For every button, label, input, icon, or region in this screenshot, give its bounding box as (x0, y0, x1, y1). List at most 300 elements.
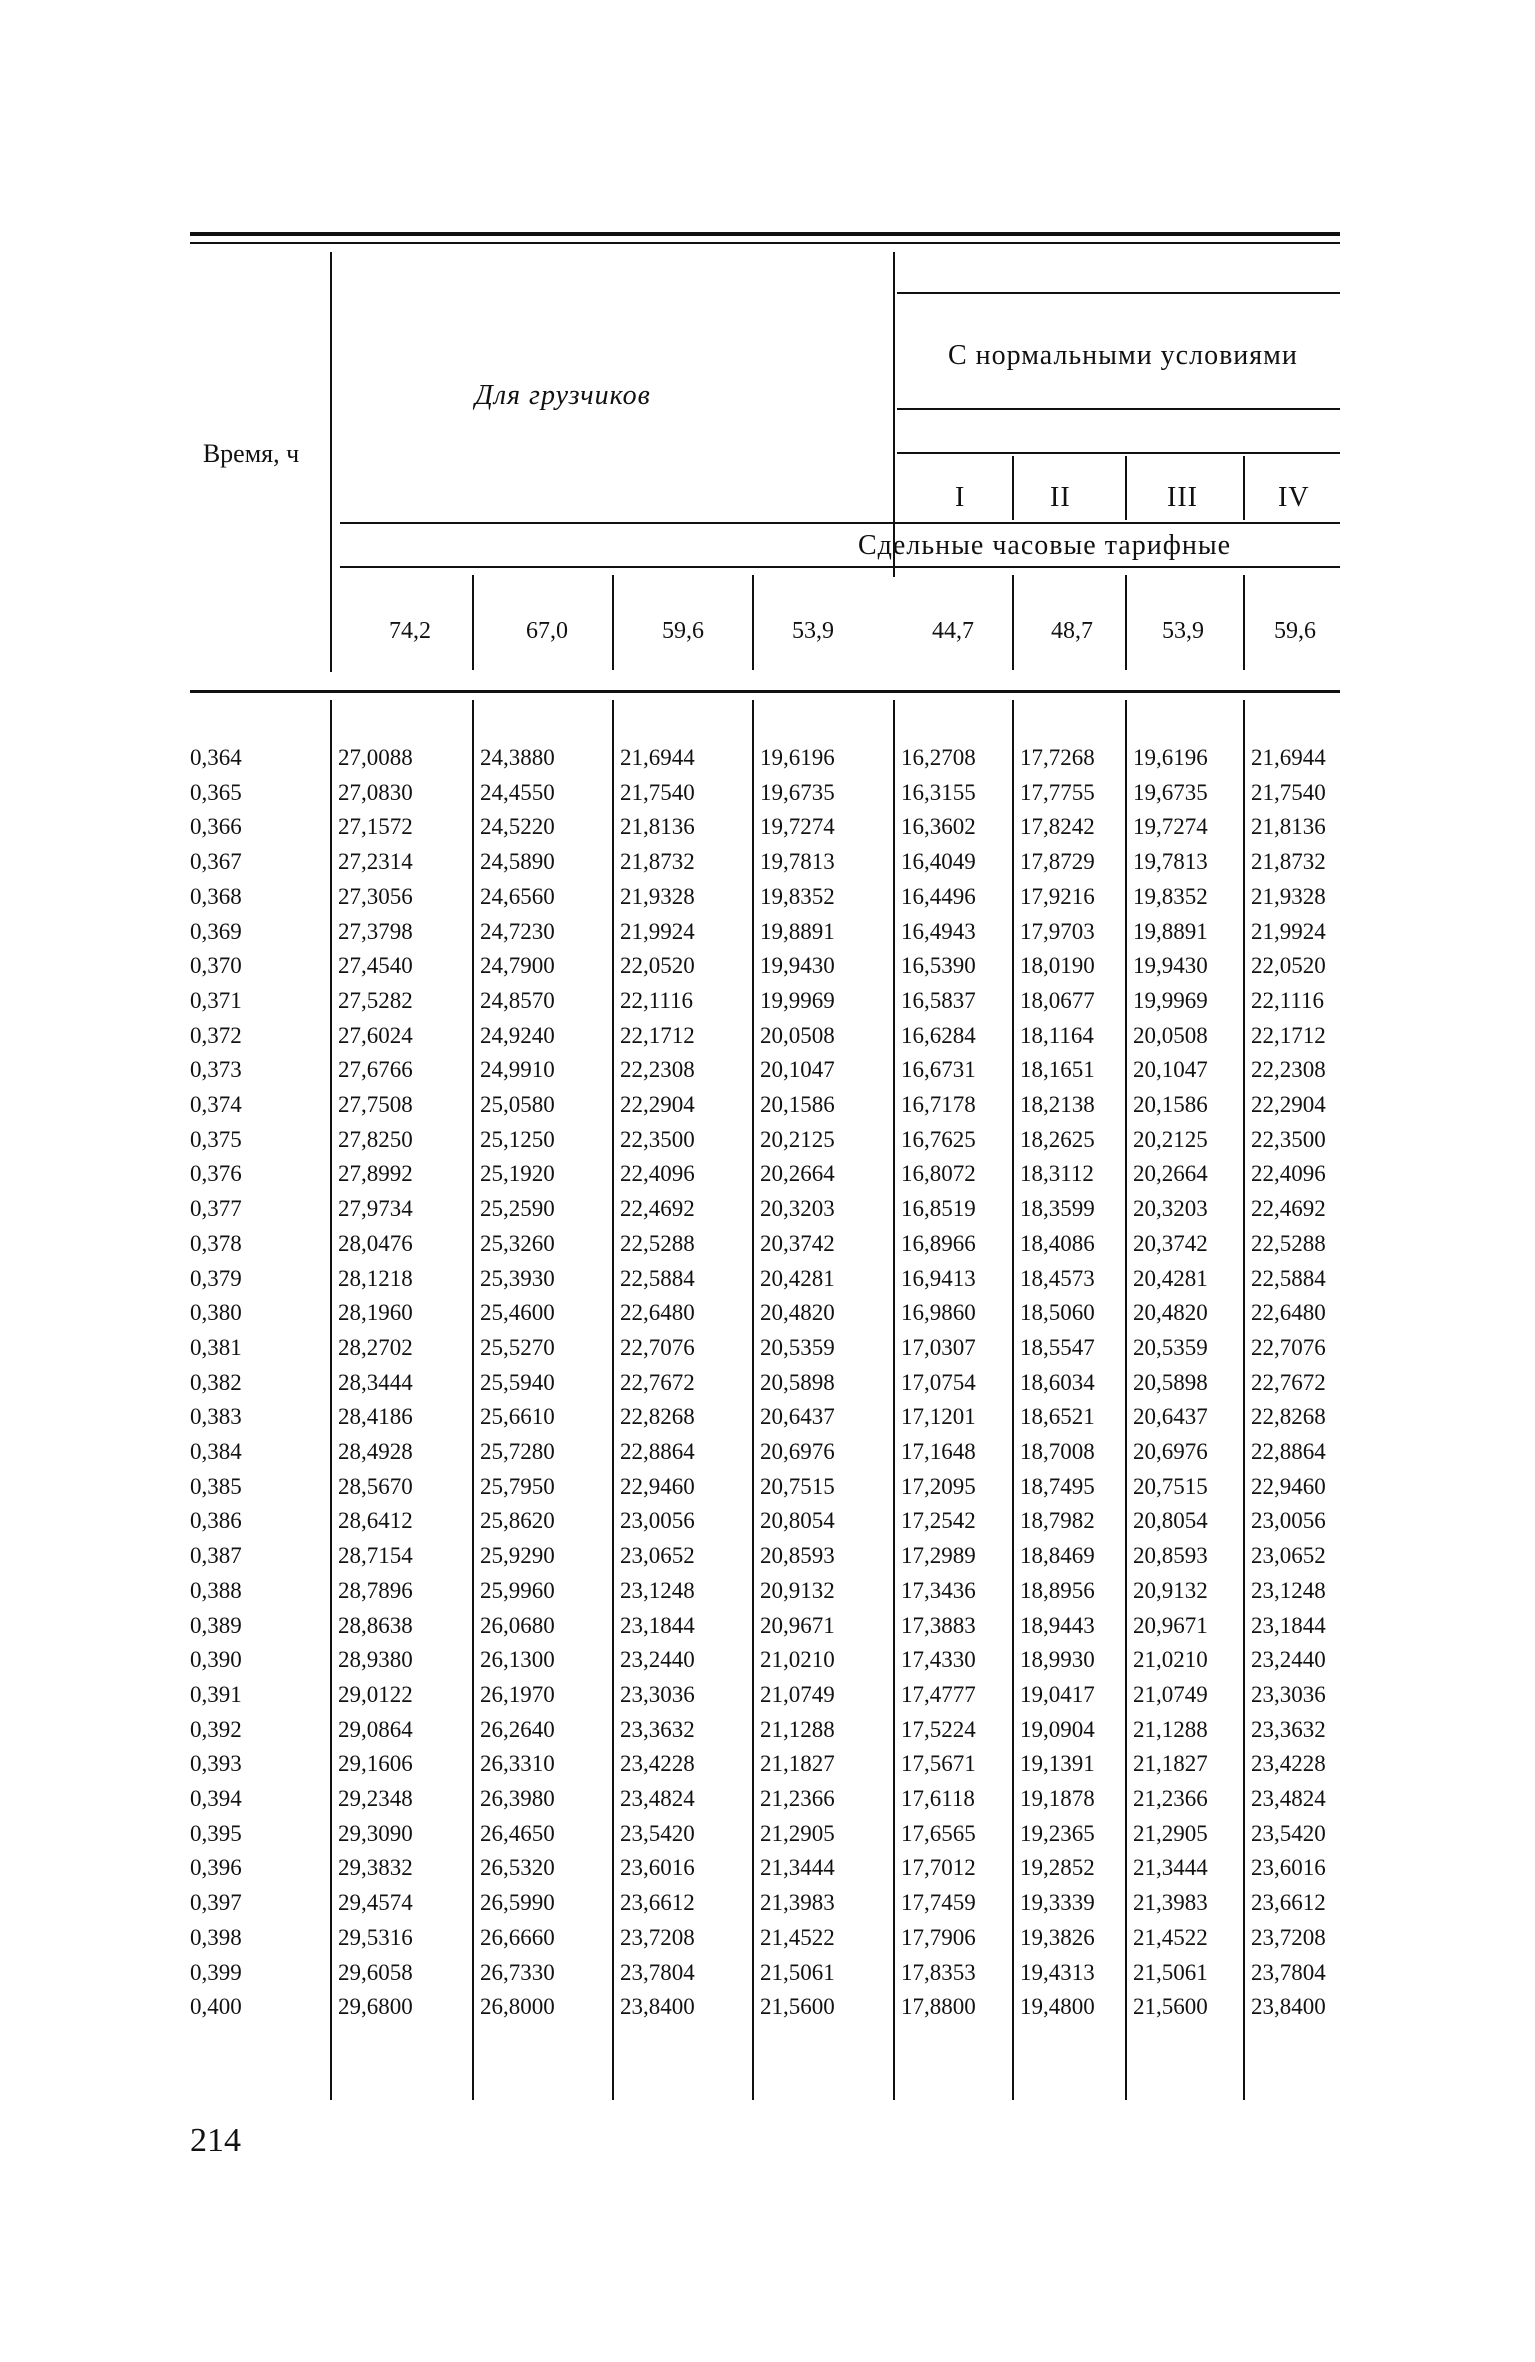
value-cell: 20,5898 (1133, 1369, 1208, 1395)
value-cell: 22,9460 (1251, 1473, 1326, 1499)
value-cell: 20,8054 (760, 1508, 835, 1534)
value-cell: 17,3883 (901, 1612, 976, 1638)
value-cell: 17,1201 (901, 1404, 976, 1430)
body-divider-8 (1243, 700, 1245, 2100)
value-cell: 24,7900 (480, 953, 555, 979)
time-column-label: Время, ч (202, 439, 300, 468)
value-cell: 17,8353 (901, 1959, 976, 1985)
value-cell: 20,3203 (760, 1196, 835, 1222)
body-divider-5 (893, 700, 895, 2100)
value-cell: 24,5220 (480, 814, 555, 840)
rate-divider-5 (1125, 575, 1127, 670)
value-cell: 18,2138 (1020, 1092, 1095, 1117)
time-cell: 0,379 (190, 1265, 242, 1291)
value-cell: 23,4824 (620, 1786, 695, 1811)
value-cell: 18,9443 (1020, 1612, 1095, 1638)
value-cell: 16,7625 (901, 1126, 976, 1152)
value-cell: 20,4820 (760, 1300, 835, 1326)
value-cell: 17,1648 (901, 1439, 976, 1464)
value-cell: 16,5390 (901, 953, 976, 979)
value-cell: 16,5837 (901, 987, 976, 1013)
value-cell: 20,3203 (1133, 1196, 1208, 1222)
value-cell: 21,1827 (1133, 1751, 1208, 1777)
value-cell: 20,2125 (1133, 1126, 1208, 1152)
value-cell: 23,6612 (620, 1890, 695, 1916)
value-cell: 22,6480 (1251, 1300, 1326, 1326)
page-number: 214 (190, 2122, 241, 2159)
value-cell: 18,0190 (1020, 953, 1095, 979)
value-cell: 21,9328 (1251, 883, 1326, 909)
value-cell: 18,5547 (1020, 1334, 1095, 1360)
time-cell: 0,376 (190, 1161, 242, 1187)
value-cell: 21,7540 (620, 779, 695, 805)
value-cell: 16,6731 (901, 1057, 976, 1083)
value-cell: 22,7672 (1251, 1369, 1326, 1395)
value-cell: 18,7982 (1020, 1508, 1095, 1534)
value-cell: 28,7896 (338, 1577, 413, 1603)
time-cell: 0,373 (190, 1057, 242, 1083)
rate-value-4: 53,9 (792, 618, 834, 644)
value-cell: 21,9328 (620, 883, 695, 909)
value-cell: 25,3260 (480, 1230, 555, 1256)
value-cell: 28,4186 (338, 1404, 413, 1430)
value-cell: 21,0210 (760, 1647, 835, 1673)
value-cell: 27,7508 (338, 1092, 413, 1117)
value-cell: 22,3500 (620, 1126, 695, 1152)
value-cell: 17,0307 (901, 1334, 976, 1360)
rate-value-2: 67,0 (526, 618, 568, 644)
time-cell: 0,391 (190, 1681, 242, 1707)
value-cell: 20,6437 (760, 1404, 835, 1430)
value-cell: 27,6766 (338, 1057, 413, 1083)
value-cell: 27,0088 (338, 745, 413, 770)
time-cell: 0,390 (190, 1647, 242, 1673)
value-cell: 21,3444 (760, 1855, 835, 1881)
rates-caption: Сдельные часовые тарифные (858, 530, 1232, 561)
value-cell: 22,7672 (620, 1369, 695, 1395)
value-cell: 23,3036 (620, 1681, 695, 1707)
value-cell: 23,1248 (1251, 1577, 1326, 1603)
value-cell: 17,6565 (901, 1820, 976, 1846)
value-cell: 22,4692 (620, 1196, 695, 1222)
value-cell: 25,4600 (480, 1300, 555, 1326)
value-cell: 26,1300 (480, 1647, 555, 1673)
value-cell: 23,7804 (1251, 1959, 1326, 1985)
value-cell: 25,3930 (480, 1265, 555, 1291)
value-cell: 21,9924 (620, 918, 695, 944)
value-cell: 19,6196 (1133, 745, 1208, 770)
value-cell: 22,7076 (620, 1334, 695, 1360)
value-cell: 18,7495 (1020, 1473, 1095, 1499)
value-cell: 23,7208 (1251, 1924, 1326, 1950)
value-cell: 17,7012 (901, 1855, 976, 1881)
value-cell: 22,1116 (620, 987, 694, 1013)
time-cell: 0,394 (190, 1786, 242, 1811)
value-cell: 21,2366 (760, 1786, 835, 1811)
value-cell: 27,8992 (338, 1161, 413, 1187)
value-cell: 19,2852 (1020, 1855, 1095, 1881)
value-cell: 16,4049 (901, 849, 976, 875)
value-cell: 19,8352 (1133, 883, 1208, 909)
value-cell: 20,4281 (1133, 1265, 1208, 1291)
time-cell: 0,372 (190, 1022, 242, 1048)
rate-value-7: 53,9 (1162, 618, 1204, 644)
value-cell: 20,8593 (1133, 1543, 1208, 1569)
value-cell: 21,4522 (760, 1924, 835, 1950)
rate-divider-2 (612, 575, 614, 670)
value-cell: 17,9216 (1020, 883, 1095, 909)
value-cell: 19,6735 (760, 779, 835, 805)
value-cell: 16,8072 (901, 1161, 976, 1187)
header-divider-loaders (893, 252, 895, 577)
time-cell: 0,375 (190, 1126, 242, 1152)
rate-value-1: 74,2 (389, 618, 431, 644)
value-cell: 21,8136 (620, 814, 695, 840)
value-cell: 23,0652 (1251, 1543, 1326, 1569)
value-cell: 27,3056 (338, 883, 413, 909)
value-cell: 27,6024 (338, 1022, 413, 1048)
value-cell: 27,5282 (338, 987, 413, 1013)
value-cell: 19,3826 (1020, 1924, 1095, 1950)
value-cell: 18,6034 (1020, 1369, 1095, 1395)
value-cell: 19,7274 (760, 814, 835, 840)
value-cell: 23,0056 (620, 1508, 695, 1534)
value-cell: 22,4096 (1251, 1161, 1326, 1187)
value-cell: 22,1712 (620, 1022, 695, 1048)
value-cell: 28,6412 (338, 1508, 413, 1534)
value-cell: 21,0210 (1133, 1647, 1208, 1673)
value-cell: 17,7459 (901, 1890, 976, 1916)
value-cell: 22,9460 (620, 1473, 695, 1499)
value-cell: 27,2314 (338, 849, 413, 875)
value-cell: 22,6480 (620, 1300, 695, 1326)
value-cell: 19,4800 (1020, 1994, 1095, 2020)
normal-top-rule (897, 292, 1340, 294)
value-cell: 28,9380 (338, 1647, 413, 1673)
value-cell: 29,3090 (338, 1820, 413, 1846)
value-cell: 21,8732 (620, 849, 695, 875)
category-label-2: II (1050, 482, 1071, 513)
value-cell: 21,5600 (1133, 1994, 1208, 2020)
time-cell: 0,396 (190, 1855, 242, 1881)
value-cell: 23,7804 (620, 1959, 695, 1985)
value-cell: 22,4692 (1251, 1196, 1326, 1222)
value-cell: 26,3980 (480, 1786, 555, 1811)
rate-value-6: 48,7 (1051, 618, 1093, 644)
value-cell: 22,1712 (1251, 1022, 1326, 1048)
value-cell: 17,5671 (901, 1751, 976, 1777)
rate-divider-3 (752, 575, 754, 670)
value-cell: 22,1116 (1251, 987, 1325, 1013)
value-cell: 17,9703 (1020, 918, 1095, 944)
value-cell: 23,4824 (1251, 1786, 1326, 1811)
value-cell: 16,8519 (901, 1196, 976, 1222)
time-cell: 0,392 (190, 1716, 242, 1742)
value-cell: 25,7950 (480, 1473, 555, 1499)
value-cell: 18,5060 (1020, 1300, 1095, 1326)
value-cell: 26,5320 (480, 1855, 555, 1881)
value-cell: 24,8570 (480, 987, 555, 1013)
value-cell: 27,9734 (338, 1196, 413, 1222)
value-cell: 18,0677 (1020, 987, 1095, 1013)
body-divider-4 (752, 700, 754, 2100)
value-cell: 20,9132 (760, 1577, 835, 1603)
value-cell: 29,3832 (338, 1855, 413, 1881)
value-cell: 17,8242 (1020, 814, 1095, 840)
header-bottom-rule (190, 690, 1340, 693)
value-cell: 23,0056 (1251, 1508, 1326, 1534)
value-cell: 23,3632 (1251, 1716, 1326, 1742)
value-cell: 23,8400 (620, 1994, 695, 2020)
value-cell: 20,8593 (760, 1543, 835, 1569)
value-cell: 20,8054 (1133, 1508, 1208, 1534)
category-divider-3 (1243, 456, 1245, 520)
value-cell: 29,1606 (338, 1751, 413, 1777)
value-cell: 24,9240 (480, 1022, 555, 1048)
value-cell: 19,6735 (1133, 779, 1208, 805)
value-cell: 18,1164 (1020, 1022, 1094, 1048)
value-cell: 23,8400 (1251, 1994, 1326, 2020)
value-cell: 20,4820 (1133, 1300, 1208, 1326)
value-cell: 22,8268 (1251, 1404, 1326, 1430)
value-cell: 17,4330 (901, 1647, 976, 1673)
value-cell: 17,4777 (901, 1681, 976, 1707)
value-cell: 25,9960 (480, 1577, 555, 1603)
value-cell: 18,3112 (1020, 1161, 1094, 1187)
value-cell: 28,7154 (338, 1543, 413, 1569)
value-cell: 22,8864 (1251, 1439, 1326, 1464)
value-cell: 23,5420 (620, 1820, 695, 1846)
value-cell: 26,6660 (480, 1924, 555, 1950)
value-cell: 25,5940 (480, 1369, 555, 1395)
value-cell: 25,7280 (480, 1439, 555, 1464)
rate-value-5: 44,7 (932, 618, 974, 644)
value-cell: 16,8966 (901, 1230, 976, 1256)
value-cell: 18,4086 (1020, 1230, 1095, 1256)
value-cell: 25,5270 (480, 1334, 555, 1360)
value-cell: 19,9430 (1133, 953, 1208, 979)
value-cell: 22,5884 (620, 1265, 695, 1291)
value-cell: 20,3742 (1133, 1230, 1208, 1256)
value-cell: 21,8136 (1251, 814, 1326, 840)
time-cell: 0,369 (190, 918, 242, 944)
value-cell: 21,5061 (1133, 1959, 1208, 1985)
normal-mid-rule (897, 408, 1340, 410)
rate-divider-4 (1012, 575, 1014, 670)
value-cell: 28,0476 (338, 1230, 413, 1256)
value-cell: 19,4313 (1020, 1959, 1095, 1985)
value-cell: 29,6058 (338, 1959, 413, 1985)
value-cell: 19,9430 (760, 953, 835, 979)
value-cell: 21,3983 (760, 1890, 835, 1916)
time-cell: 0,389 (190, 1612, 242, 1638)
value-cell: 20,3742 (760, 1230, 835, 1256)
time-cell: 0,385 (190, 1473, 242, 1499)
value-cell: 23,2440 (620, 1647, 695, 1673)
value-cell: 16,4943 (901, 918, 976, 944)
value-cell: 22,7076 (1251, 1334, 1326, 1360)
value-cell: 20,7515 (760, 1473, 835, 1499)
time-cell: 0,377 (190, 1196, 242, 1222)
value-cell: 23,6016 (1251, 1855, 1326, 1881)
value-cell: 21,3983 (1133, 1890, 1208, 1916)
value-cell: 26,1970 (480, 1681, 555, 1707)
value-cell: 18,7008 (1020, 1439, 1095, 1464)
value-cell: 23,5420 (1251, 1820, 1326, 1846)
value-cell: 21,5061 (760, 1959, 835, 1985)
top-rule-thin (190, 242, 1340, 244)
value-cell: 29,0122 (338, 1681, 413, 1707)
value-cell: 23,1844 (620, 1612, 695, 1638)
time-cell: 0,370 (190, 953, 242, 979)
value-cell: 23,1844 (1251, 1612, 1326, 1638)
value-cell: 29,4574 (338, 1890, 413, 1916)
value-cell: 20,9132 (1133, 1577, 1208, 1603)
value-cell: 18,9930 (1020, 1647, 1095, 1673)
category-divider-1 (1012, 456, 1014, 520)
value-cell: 24,6560 (480, 883, 555, 909)
value-cell: 16,3602 (901, 814, 976, 840)
header-divider-time (330, 252, 332, 672)
value-cell: 18,2625 (1020, 1126, 1095, 1152)
rate-divider-1 (472, 575, 474, 670)
value-cell: 27,4540 (338, 953, 413, 979)
rate-value-3: 59,6 (662, 618, 704, 644)
value-cell: 23,3632 (620, 1716, 695, 1742)
value-cell: 17,2542 (901, 1508, 976, 1534)
value-cell: 17,7268 (1020, 745, 1095, 770)
value-cell: 21,9924 (1251, 918, 1326, 944)
value-cell: 19,1391 (1020, 1751, 1095, 1777)
value-cell: 21,3444 (1133, 1855, 1208, 1881)
value-cell: 28,3444 (338, 1369, 413, 1395)
value-cell: 19,6196 (760, 745, 835, 770)
value-cell: 20,6437 (1133, 1404, 1208, 1430)
value-cell: 20,1586 (760, 1092, 835, 1117)
value-cell: 22,2308 (620, 1057, 695, 1083)
value-cell: 29,0864 (338, 1716, 413, 1742)
time-cell: 0,386 (190, 1508, 242, 1534)
value-cell: 20,2664 (760, 1161, 835, 1187)
value-cell: 25,1920 (480, 1161, 555, 1187)
value-cell: 21,5600 (760, 1994, 835, 2020)
value-cell: 17,7755 (1020, 779, 1095, 805)
value-cell: 16,2708 (901, 745, 976, 770)
value-cell: 25,9290 (480, 1543, 555, 1569)
value-cell: 16,6284 (901, 1022, 976, 1048)
time-cell: 0,399 (190, 1959, 242, 1985)
value-cell: 22,3500 (1251, 1126, 1326, 1152)
value-cell: 20,1047 (1133, 1057, 1208, 1083)
value-cell: 17,6118 (901, 1786, 975, 1811)
value-cell: 21,4522 (1133, 1924, 1208, 1950)
value-cell: 22,4096 (620, 1161, 695, 1187)
value-cell: 21,2366 (1133, 1786, 1208, 1811)
value-cell: 23,4228 (620, 1751, 695, 1777)
value-cell: 21,2905 (1133, 1820, 1208, 1846)
value-cell: 16,7178 (901, 1092, 976, 1117)
time-cell: 0,388 (190, 1577, 242, 1603)
value-cell: 24,7230 (480, 918, 555, 944)
body-divider-7 (1125, 700, 1127, 2100)
time-cell: 0,381 (190, 1334, 242, 1360)
value-cell: 17,2095 (901, 1473, 976, 1499)
value-cell: 20,0508 (1133, 1022, 1208, 1048)
time-cell: 0,365 (190, 779, 242, 805)
time-cell: 0,364 (190, 745, 242, 770)
value-cell: 23,2440 (1251, 1647, 1326, 1673)
value-cell: 17,8729 (1020, 849, 1095, 875)
time-cell: 0,374 (190, 1092, 242, 1117)
value-cell: 22,2904 (1251, 1092, 1326, 1117)
value-cell: 22,0520 (620, 953, 695, 979)
value-cell: 24,4550 (480, 779, 555, 805)
value-cell: 19,7813 (760, 849, 835, 875)
value-cell: 20,1047 (760, 1057, 835, 1083)
value-cell: 17,7906 (901, 1924, 976, 1950)
value-cell: 23,6612 (1251, 1890, 1326, 1916)
value-cell: 19,0904 (1020, 1716, 1095, 1742)
value-cell: 20,0508 (760, 1022, 835, 1048)
value-cell: 28,5670 (338, 1473, 413, 1499)
value-cell: 20,1586 (1133, 1092, 1208, 1117)
value-cell: 18,8956 (1020, 1577, 1095, 1603)
value-cell: 18,3599 (1020, 1196, 1095, 1222)
value-cell: 21,7540 (1251, 779, 1326, 805)
value-cell: 21,2905 (760, 1820, 835, 1846)
value-cell: 21,1288 (1133, 1716, 1208, 1742)
value-cell: 20,4281 (760, 1265, 835, 1291)
value-cell: 26,0680 (480, 1612, 555, 1638)
value-cell: 26,8000 (480, 1994, 555, 2020)
value-cell: 28,1218 (338, 1265, 413, 1291)
value-cell: 20,6976 (760, 1439, 835, 1464)
value-cell: 19,2365 (1020, 1820, 1095, 1846)
body-divider-6 (1012, 700, 1014, 2100)
value-cell: 26,2640 (480, 1716, 555, 1742)
value-cell: 18,8469 (1020, 1543, 1095, 1569)
rates-bottom-rule (340, 566, 1340, 568)
value-cell: 28,1960 (338, 1300, 413, 1326)
value-cell: 19,1878 (1020, 1786, 1095, 1811)
time-cell: 0,368 (190, 883, 242, 909)
value-cell: 16,9413 (901, 1265, 976, 1291)
value-cell: 26,7330 (480, 1959, 555, 1985)
category-label-4: IV (1278, 482, 1310, 513)
value-cell: 20,2125 (760, 1126, 835, 1152)
value-cell: 18,4573 (1020, 1265, 1095, 1291)
value-cell: 20,6976 (1133, 1439, 1208, 1464)
value-cell: 24,9910 (480, 1057, 555, 1083)
value-cell: 29,5316 (338, 1924, 413, 1950)
body-divider-1 (330, 700, 332, 2100)
value-cell: 21,1827 (760, 1751, 835, 1777)
value-cell: 17,8800 (901, 1994, 976, 2020)
value-cell: 23,1248 (620, 1577, 695, 1603)
category-top-rule (897, 452, 1340, 454)
value-cell: 19,9969 (760, 987, 835, 1013)
value-cell: 21,8732 (1251, 849, 1326, 875)
value-cell: 20,7515 (1133, 1473, 1208, 1499)
value-cell: 19,7813 (1133, 849, 1208, 875)
time-cell: 0,393 (190, 1751, 242, 1777)
value-cell: 20,9671 (760, 1612, 835, 1638)
value-cell: 22,8268 (620, 1404, 695, 1430)
time-cell: 0,371 (190, 987, 242, 1013)
value-cell: 29,6800 (338, 1994, 413, 2020)
value-cell: 16,9860 (901, 1300, 976, 1326)
value-cell: 25,2590 (480, 1196, 555, 1222)
